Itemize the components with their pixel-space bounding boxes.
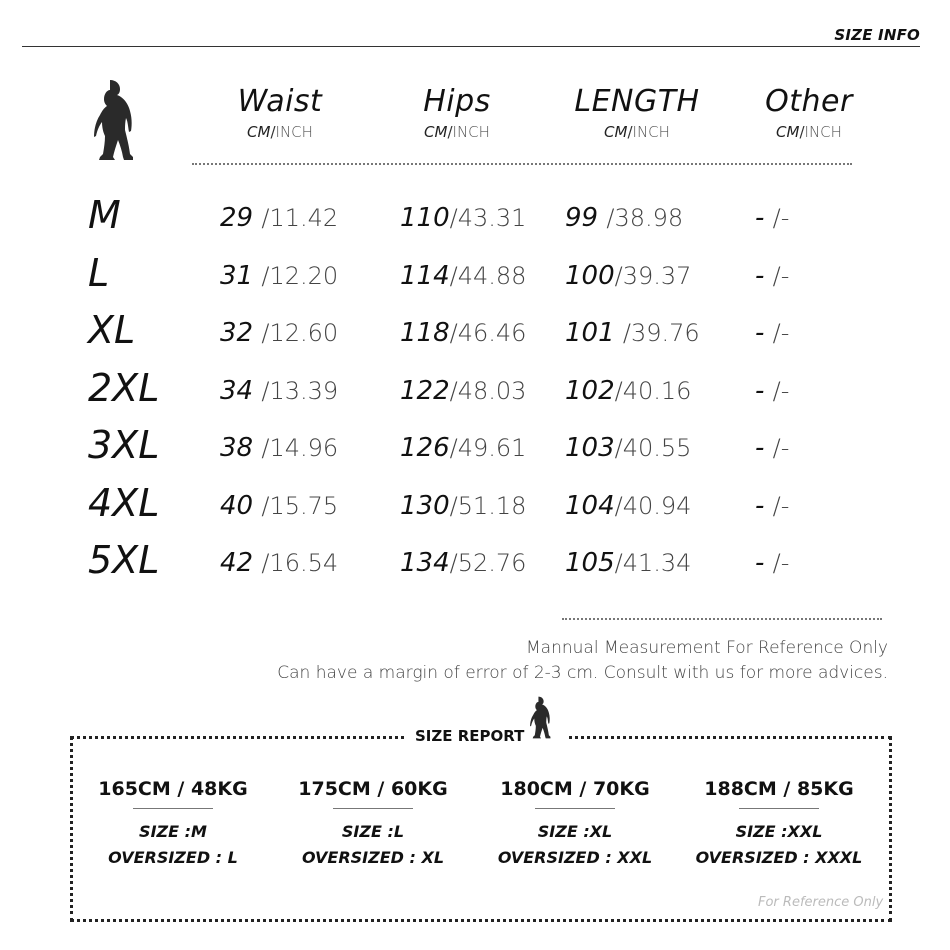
column-title: Other [765, 84, 853, 119]
model-height-weight: 188CM / 85KG [704, 778, 854, 800]
size-label: XL [88, 308, 136, 352]
column-header-length [552, 84, 722, 141]
model-report [684, 778, 874, 871]
waist-cell: 31 /12.20 [220, 261, 339, 291]
hips-cell: 114/44.88 [400, 261, 527, 291]
model-oversized: OVERSIZED : L [108, 848, 238, 867]
other-cell: - /- [755, 548, 790, 578]
hips-cell: 110/43.31 [400, 203, 527, 233]
waist-cell: 29 /11.42 [220, 203, 339, 233]
model-report [278, 778, 468, 871]
column-header-hips [372, 84, 542, 141]
length-cell: 101 /39.76 [565, 318, 700, 348]
header-dotted-divider [192, 163, 852, 165]
waist-cell: 34 /13.39 [220, 376, 339, 406]
other-cell: - /- [755, 203, 790, 233]
column-title: LENGTH [574, 84, 700, 119]
waist-cell: 40 /15.75 [220, 491, 339, 521]
model-oversized: OVERSIZED : XXXL [695, 848, 863, 867]
column-title: Waist [237, 84, 323, 119]
other-cell: - /- [755, 261, 790, 291]
waist-cell: 38 /14.96 [220, 433, 339, 463]
model-report [480, 778, 670, 871]
column-unit: CM/INCH [424, 123, 490, 141]
column-header-other [724, 84, 894, 141]
model-oversized: OVERSIZED : XXL [497, 848, 653, 867]
ape-silhouette-icon [528, 694, 552, 742]
column-unit: CM/INCH [247, 123, 313, 141]
size-label: L [88, 251, 110, 295]
model-divider [133, 808, 213, 809]
model-height-weight: 180CM / 70KG [500, 778, 650, 800]
model-height-weight: 175CM / 60KG [298, 778, 448, 800]
column-unit: CM/INCH [604, 123, 670, 141]
size-report-title: SIZE REPORT [415, 727, 525, 745]
notes-dotted-divider [562, 618, 882, 620]
other-cell: - /- [755, 376, 790, 406]
length-cell: 104/40.94 [565, 491, 692, 521]
column-header-waist [195, 84, 365, 141]
length-cell: 99 /38.98 [565, 203, 684, 233]
reference-footnote: For Reference Only [758, 895, 884, 910]
length-cell: 100/39.37 [565, 261, 692, 291]
model-oversized: OVERSIZED : XL [301, 848, 445, 867]
other-cell: - /- [755, 318, 790, 348]
model-divider [333, 808, 413, 809]
column-unit: CM/INCH [776, 123, 842, 141]
size-label: 3XL [88, 423, 160, 467]
model-divider [739, 808, 819, 809]
model-size: SIZE :XL [537, 822, 613, 841]
header-divider [22, 46, 920, 47]
model-size: SIZE :L [341, 822, 405, 841]
length-cell: 102/40.16 [565, 376, 692, 406]
hips-cell: 130/51.18 [400, 491, 527, 521]
page-title: SIZE INFO [834, 26, 920, 44]
hips-cell: 122/48.03 [400, 376, 527, 406]
hips-cell: 126/49.61 [400, 433, 527, 463]
other-cell: - /- [755, 491, 790, 521]
size-label: 2XL [88, 366, 160, 410]
margin-of-error-note: Can have a margin of error of 2-3 cm. Consult with us for more advices. [277, 663, 888, 683]
column-title: Hips [423, 84, 491, 119]
length-cell: 105/41.34 [565, 548, 692, 578]
waist-cell: 42 /16.54 [220, 548, 339, 578]
waist-cell: 32 /12.60 [220, 318, 339, 348]
hips-cell: 118/46.46 [400, 318, 527, 348]
size-label: 5XL [88, 538, 160, 582]
hips-cell: 134/52.76 [400, 548, 527, 578]
model-height-weight: 165CM / 48KG [98, 778, 248, 800]
size-label: 4XL [88, 481, 160, 525]
size-label: M [88, 193, 121, 237]
model-report [78, 778, 268, 871]
measurement-note: Mannual Measurement For Reference Only [526, 638, 888, 658]
model-size: SIZE :M [139, 822, 207, 841]
ape-silhouette-icon [90, 78, 136, 164]
other-cell: - /- [755, 433, 790, 463]
model-divider [535, 808, 615, 809]
model-size: SIZE :XXL [735, 822, 823, 841]
length-cell: 103/40.55 [565, 433, 692, 463]
